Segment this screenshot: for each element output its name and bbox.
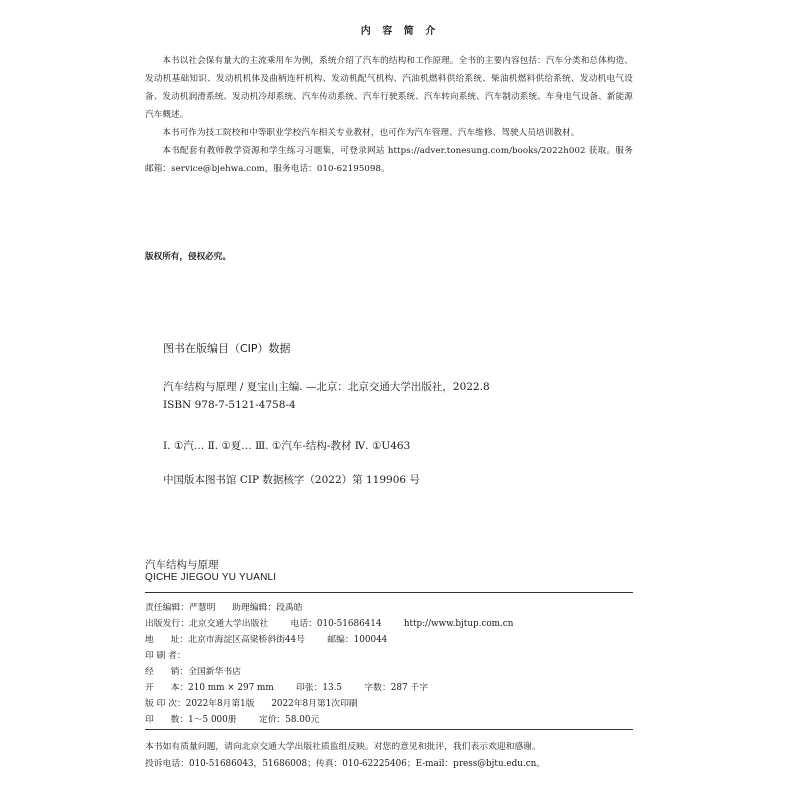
summary-title: 内 容 简 介	[360, 26, 440, 37]
pub-edition: 版 印 次：2022年8月第1版 2022年8月第1次印刷	[145, 699, 358, 709]
pub-publisher: 出版发行：北京交通大学出版社 电话：010-51686414 http://www.bjtup.com.cn	[145, 619, 514, 629]
pub-editors: 责任编辑：严慧明 助理编辑：段禹皓	[145, 603, 303, 613]
pub-printer: 印 刷 者：	[145, 651, 186, 661]
summary-paragraph-3-text: 本书配套有教师教学资源和学生练习习题集，可登录网站 https://adver.tonesung.com/books/2022h002 获取。服务邮箱：service@bjehwa.com，服务电话：010-62195098。	[145, 146, 633, 174]
quality-notice: 本书如有质量问题，请向北京交通大学出版社质监组反映。对您的意见和批评，我们表示欢迎和感谢。	[145, 742, 541, 752]
pub-distributor: 经 销：全国新华书店	[145, 667, 241, 677]
summary-paragraph-2-text: 本书可作为技工院校和中等职业学校汽车相关专业教材，也可作为汽车管理、汽车维修、驾驶人员培训教材。	[162, 128, 580, 138]
divider-top	[145, 592, 633, 593]
book-title: 汽车结构与原理	[145, 559, 219, 571]
summary-paragraph-2	[145, 124, 633, 142]
divider-bottom	[145, 729, 633, 730]
summary-paragraph-1	[145, 52, 633, 124]
summary-paragraph-3	[145, 142, 633, 178]
pub-address: 地 址：北京市海淀区高梁桥斜街44号 邮编：100044	[145, 635, 388, 645]
cip-record-number: 中国版本图书馆 CIP 数据核字（2022）第 119906 号	[163, 474, 420, 486]
book-pinyin: QICHE JIEGOU YU YUANLI	[145, 572, 277, 583]
cip-classification: Ⅰ. ①汽… Ⅱ. ①夏… Ⅲ. ①汽车-结构-教材 Ⅳ. ①U463	[163, 440, 411, 452]
complaint-contact: 投诉电话：010-51686043，51686008；传真：010-62225406；E-mail：press@bjtu.edu.cn。	[145, 759, 546, 769]
cip-isbn: ISBN 978-7-5121-4758-4	[163, 399, 296, 411]
cip-heading: 图书在版编目（CIP）数据	[163, 342, 291, 355]
cip-title-line: 汽车结构与原理 / 夏宝山主编. —北京：北京交通大学出版社，2022.8	[163, 381, 490, 393]
pub-print-run: 印 数：1～5 000册 定价：58.00元	[145, 715, 320, 725]
copyright-notice: 版权所有，侵权必究。	[145, 252, 231, 262]
summary-paragraph-1-text: 本书以社会保有量大的主流乘用车为例，系统介绍了汽车的结构和工作原理。全书的主要内容包括：汽车分类和总体构造、发动机基础知识、发动机机体及曲柄连杆机构、发动机配气机构、汽油机燃料供给系统、柴油机燃料供给系统、发动机电气设备、发动机润滑系统、发动机冷却系统、汽车传动系统、汽车行驶系统、汽车转向系统、汽车制动系统、车身电气设备、新能源汽车概述。	[145, 56, 633, 120]
pub-format: 开 本：210 mm × 297 mm 印张：13.5 字数：287 千字	[145, 683, 428, 693]
